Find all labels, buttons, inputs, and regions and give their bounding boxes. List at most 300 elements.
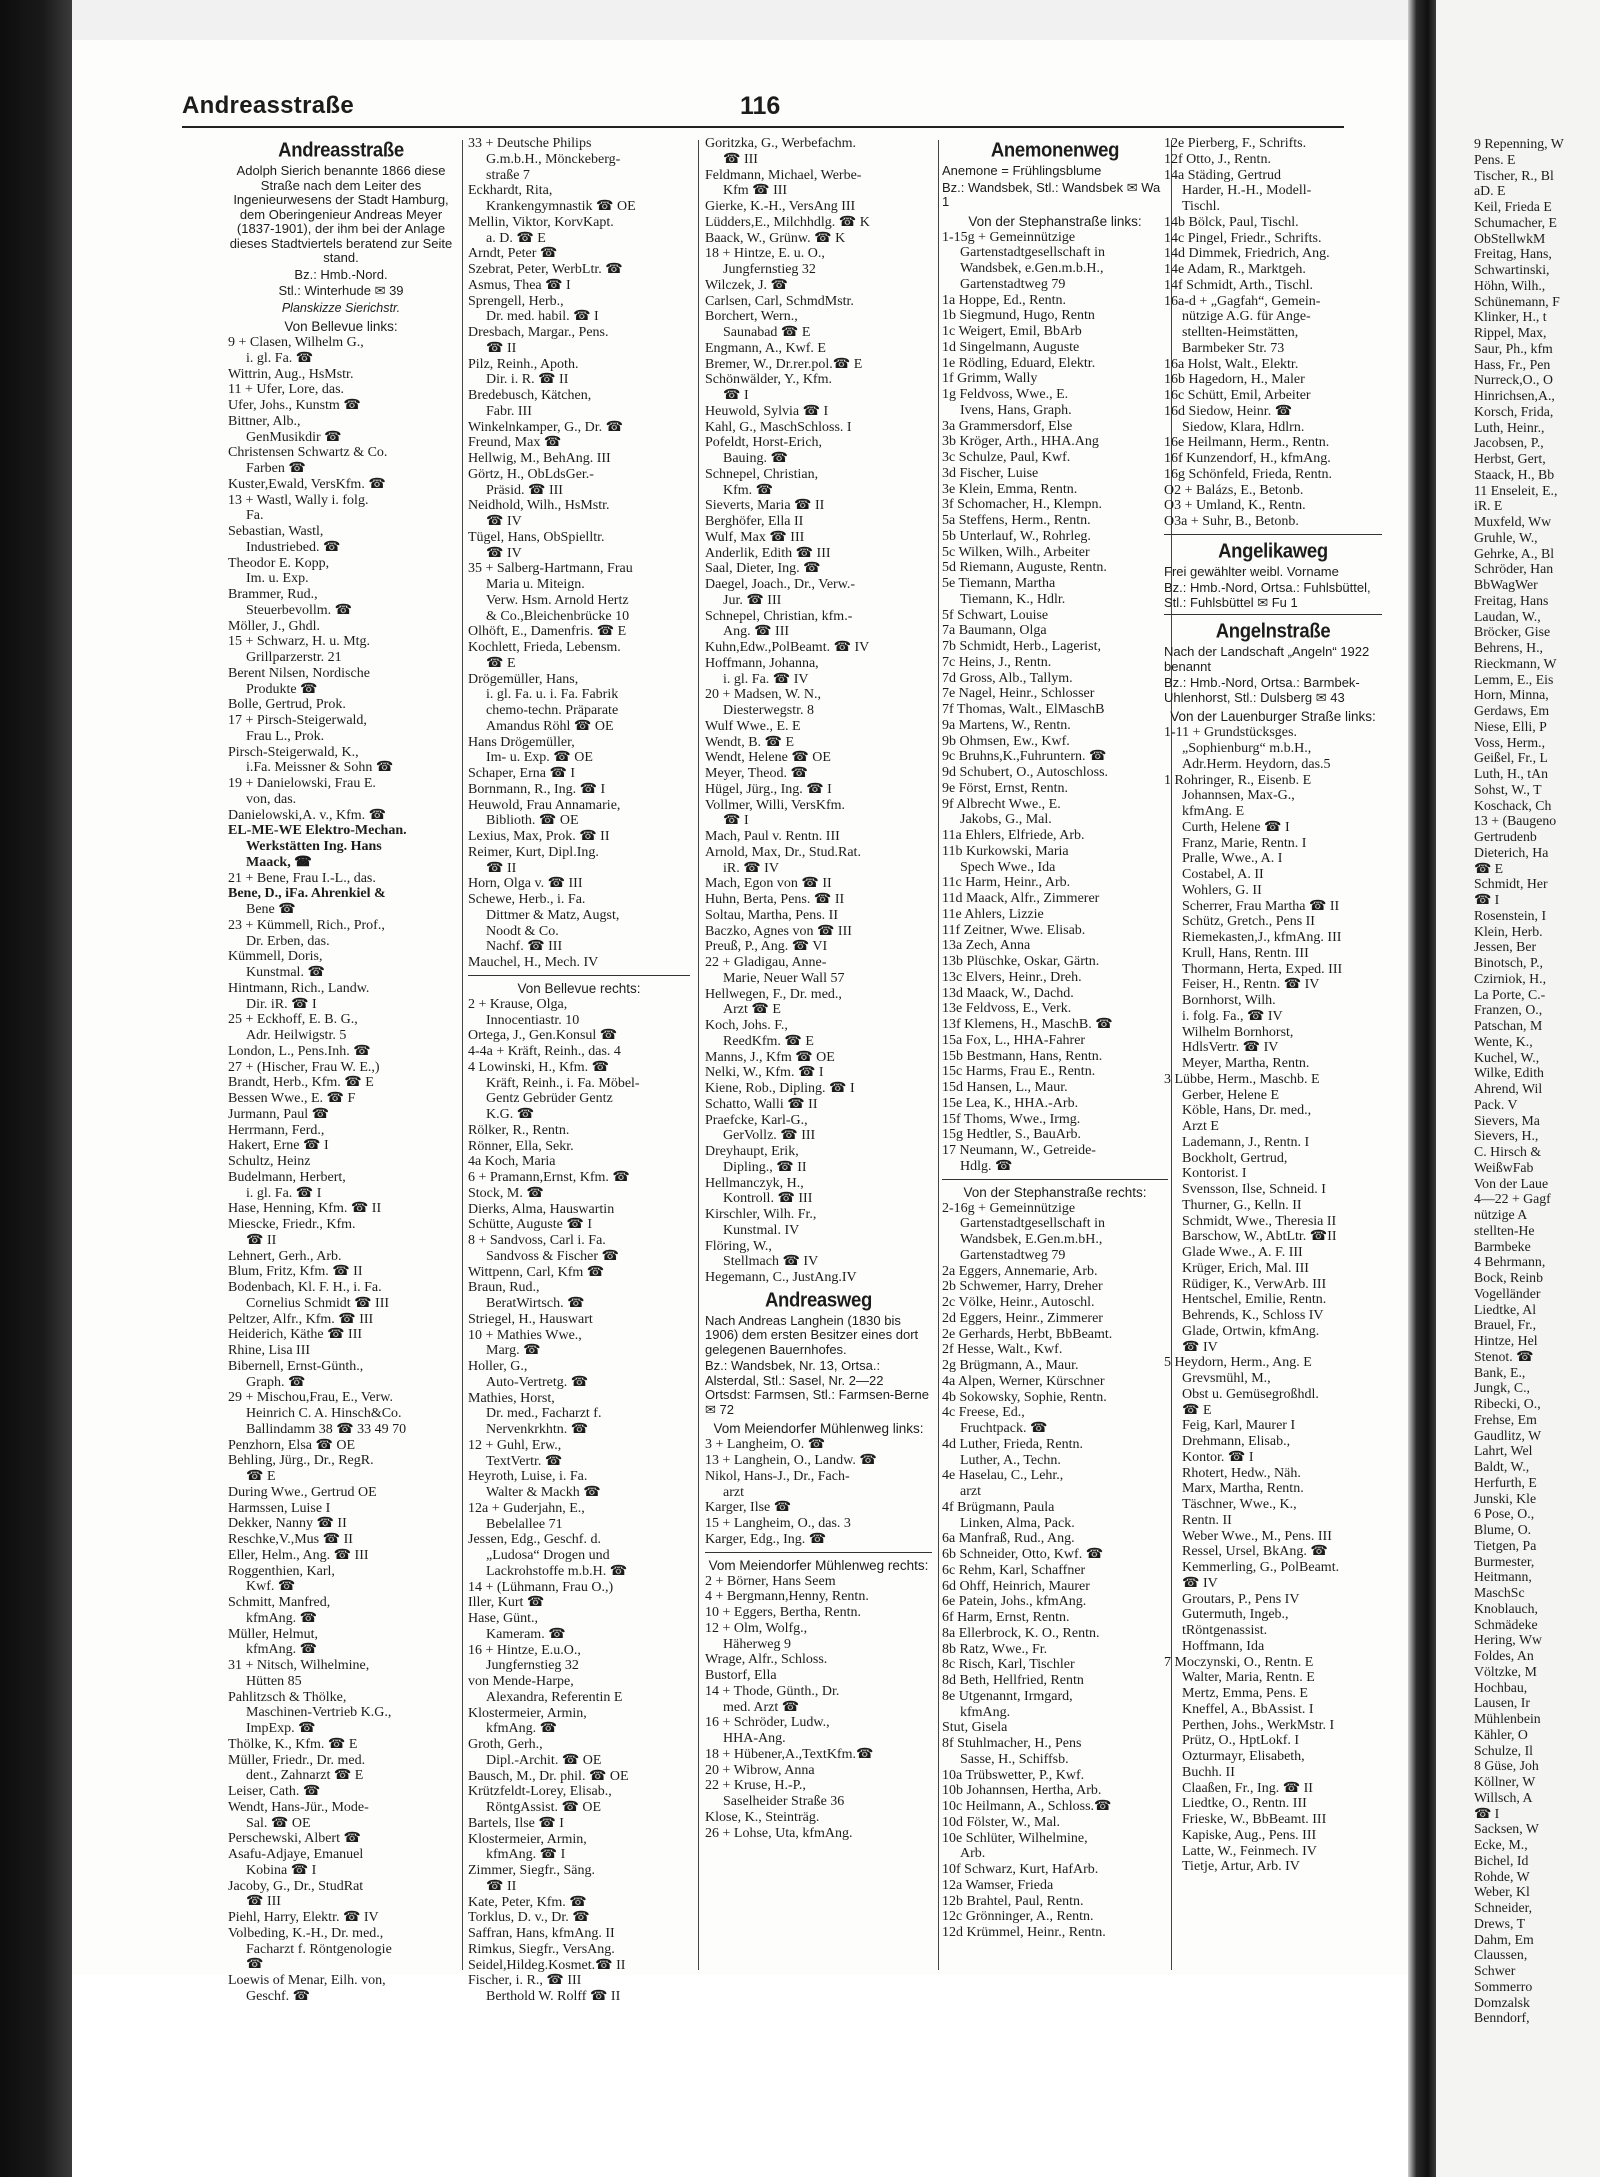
resident-entry: 9e Först, Ernst, Rentn. [942,780,1068,796]
resident-entry-continued: ☎ [246,1957,264,1973]
resident-entry: 9d Schubert, O., Autoschloss. [942,765,1109,780]
directory-column-4 [942,136,1168,1941]
facing-page-entry: Keil, Frieda E [1474,199,1552,214]
resident-entry-continued: Präsid. ☎ III [486,482,563,498]
resident-entry-continued: Feiser, H., Rentn. ☎ IV [1182,977,1320,993]
resident-entry-continued: Dipling., ☎ II [723,1159,807,1175]
resident-entry: Klostermeier, Armin, [468,1831,587,1847]
facing-page-entry: Bock, Reinb [1474,1270,1543,1285]
resident-entry: 5a Steffens, Herm., Rentn. [942,513,1091,528]
resident-entry: 8 + Sandvoss, Carl i. Fa. [468,1233,606,1248]
resident-entry-continued: Gartenstadtweg 79 [960,276,1066,292]
resident-entry-continued: Stellmach ☎ IV [723,1254,819,1270]
resident-entry-continued: Ressel, Ursel, BkAng. ☎ [1182,1544,1328,1560]
facing-page-entry: Liedtke, Al [1474,1301,1537,1317]
resident-entry-continued: Johannsen, Max-G., [1182,788,1295,804]
resident-entry-continued: Maschinen-Vertrieb K.G., [246,1705,392,1721]
resident-entry: Wendt, B. ☎ E [705,734,795,750]
resident-entry-continued: Liedtke, O., Rentn. III [1182,1796,1307,1812]
resident-entry-continued: ☎ II [486,860,517,876]
resident-entry: 8a Ellerbrock, K. O., Rentn. [942,1625,1100,1641]
resident-entry: Hellwegen, F., Dr. med., [705,986,842,1002]
resident-entry: 14b Bölck, Paul, Tischl. [1164,214,1299,230]
facing-page-entry: Ribecki, O., [1474,1396,1541,1411]
resident-entry: Bodenbach, Kl. F. H., i. Fa. [228,1280,382,1295]
resident-entry: Wendt, Hans-Jür., Mode- [228,1799,369,1815]
resident-entry-continued: Luther, A., Techn. [960,1452,1061,1468]
resident-entry: Bremer, W., Dr.rer.pol.☎ E [705,356,863,372]
resident-entry-continued: Schmidt, Wwe., Theresia II [1182,1213,1337,1229]
resident-entry-continued: ☎ II [246,1232,277,1248]
resident-entry: 15a Fox, L., HHA-Fahrer [942,1032,1086,1048]
resident-entry-continued: Drehmann, Elisab., [1182,1434,1291,1449]
column-divider [938,140,939,1970]
facing-page-entry: Jessen, Ber [1474,939,1537,955]
facing-page-entry: Geißel, Fr., L [1474,750,1548,766]
resident-entry-continued: Facharzt f. Röntgenologie [246,1941,392,1957]
resident-entry-continued: Saselheider Straße 36 [723,1794,845,1809]
resident-entry: Brandt, Herb., Kfm. ☎ E [228,1075,374,1091]
facing-page-entry: stellten-He [1474,1222,1535,1238]
facing-page-entry: Behrens, H., [1474,640,1543,655]
resident-entry: Hellmanczyk, H., [705,1175,804,1191]
street-note: Nach Andreas Langhein (1830 bis 1906) dem ersten Besitzer eines dort gelegenen Bauernhofes. [705,1312,919,1357]
resident-entry: 7d Gross, Alb., Tallym. [942,670,1073,686]
side-heading: Von Bellevue links: [284,319,398,334]
facing-page-column [1474,136,1600,2026]
resident-entry-continued: Heinrich C. A. Hinsch&Co. [246,1406,402,1421]
resident-entry: Rhine, Lisa III [228,1343,311,1358]
resident-entry: Iller, Kurt ☎ [468,1595,545,1611]
resident-entry: 2 + Börner, Hans Seem [705,1573,836,1589]
resident-entry-continued: Hoffmann, Ida [1182,1638,1265,1654]
facing-page-entry: 13 + (Baugeno [1474,813,1557,829]
resident-entry: Sebastian, Wastl, [228,524,324,539]
resident-entry-continued: Gartenstadtgesellschaft in [960,245,1106,261]
resident-entry: 12c Grönninger, A., Rentn. [942,1909,1094,1925]
resident-entry: 3e Klein, Emma, Rentn. [942,481,1078,497]
resident-entry-continued: Geschf. ☎ [246,1988,311,2004]
resident-entry-continued: Kontorist. I [1182,1166,1247,1182]
resident-entry: 13d Maack, W., Dachd. [942,985,1074,1001]
resident-entry: Roggenthien, Karl, [228,1563,335,1579]
resident-entry-continued: Wandsbek, E.Gen.m.bH., [960,1232,1103,1247]
facing-page-entry: Bank, E., [1474,1364,1526,1380]
resident-entry: 2c Völke, Heinr., Autoschl. [942,1295,1095,1310]
resident-entry: 35 + Salberg-Hartmann, Frau [468,561,633,577]
resident-entry: Holler, G., [468,1359,528,1374]
facing-page-entry: Völtzke, M [1474,1663,1537,1679]
resident-entry-continued: ☎ E [486,655,516,671]
resident-entry-continued: Weber Wwe., M., Pens. III [1182,1528,1332,1544]
resident-entry: 14 + Thode, Günth., Dr. [705,1683,840,1699]
resident-entry-continued: Produkte ☎ [246,681,318,697]
street-note: Bz.: Hmb.-Nord, Ortsa.: Barmbek-Uhlenhorst, Stl.: Dulsberg ✉ 43 [1164,675,1360,705]
resident-entry: 14c Pingel, Friedr., Schrifts. [1164,230,1322,246]
resident-entry: Eckhardt, Rita, [468,183,553,199]
resident-entry: Kirschler, Wilh. Fr., [705,1207,817,1222]
resident-entry: 14f Schmidt, Arth., Tischl. [1164,277,1313,293]
resident-entry-continued: Frieske, W., BbBeamt. III [1182,1812,1327,1827]
resident-entry-continued: Dir. i. R. ☎ II [486,372,569,388]
facing-page-entry: Sommerro [1474,1978,1533,1994]
facing-page-entry: Saur, Ph., kfm [1474,340,1553,356]
facing-page-entry: Kuchel, W., [1474,1049,1540,1065]
resident-entry-continued: Groutars, P., Pens IV [1182,1591,1300,1607]
resident-entry: 1a Hoppe, Ed., Rentn. [942,292,1067,308]
resident-entry: Harmssen, Luise I [228,1500,331,1516]
resident-entry-continued: arzt [960,1484,981,1499]
resident-entry: 12e Pierberg, F., Schrifts. [1164,136,1307,151]
resident-entry-continued: Köble, Hans, Dr. med., [1182,1103,1312,1119]
resident-entry: 25 + Eckhoff, E. B. G., [228,1012,358,1028]
resident-entry-continued: Grevsmühl, M., [1182,1371,1271,1386]
running-head-street: Andreasstraße [182,92,354,119]
resident-entry-continued: Alexandra, Referentin E [486,1689,623,1705]
resident-entry-continued: Gerber, Helene E [1182,1087,1279,1103]
resident-entry: Schnepel, Christian, [705,466,819,482]
resident-entry: 22 + Kruse, H.-P., [705,1778,806,1794]
resident-entry-continued: ImpExp. ☎ [246,1721,316,1736]
resident-entry: 6c Rehm, Karl, Schaffner [942,1562,1086,1578]
resident-entry: 10 + Mathies Wwe., [468,1327,582,1343]
resident-entry-continued: Glade Wwe., A. F. III [1182,1245,1303,1260]
resident-entry: 16 + Hintze, E.u.O., [468,1642,581,1658]
resident-entry: 10d Fölster, W., Mal. [942,1814,1061,1830]
resident-entry: 14e Adam, R., Marktgeh. [1164,262,1306,277]
resident-entry-continued: a. D. ☎ E [486,230,546,246]
resident-entry: 15c Harms, Frau E., Rentn. [942,1064,1096,1080]
resident-entry: 15 + Schwarz, H. u. Mtg. [228,634,371,650]
resident-entry-continued: Gutermuth, Ingeb., [1182,1607,1289,1623]
resident-entry: 27 + (Hischer, Frau W. E.,) [228,1059,380,1075]
resident-entry: Lexius, Max, Prok. ☎ II [468,829,610,844]
resident-entry-continued: Ivens, Hans, Graph. [960,402,1072,418]
resident-entry: 13b Plüschke, Oskar, Gärtn. [942,954,1100,969]
resident-entry: Mach, Paul v. Rentn. III [705,829,840,844]
facing-page-entry: Blume, O. [1474,1522,1532,1537]
resident-entry: 3c Schulze, Paul, Kwf. [942,450,1071,465]
resident-entry-continued: i. gl. Fa. ☎ IV [723,671,809,687]
resident-entry-continued: Meyer, Martha, Rentn. [1182,1056,1310,1071]
resident-entry-continued: kfmAng. ☎ [246,1642,318,1658]
resident-entry: 17 + Pirsch-Steigerwald, [228,713,367,728]
resident-entry: Schmitt, Manfred, [228,1595,331,1610]
directory-column-1 [228,136,454,2005]
side-heading: Von der Lauenburger Straße links: [1170,709,1376,725]
facing-page-entry: Klinker, H., t [1474,309,1547,325]
resident-entry: Manns, J., Kfm ☎ OE [705,1049,835,1065]
street-note: Bz.: Hmb.-Nord. [294,266,388,282]
resident-entry: Mach, Egon von ☎ II [705,876,832,892]
resident-entry: Heuwold, Sylvia ☎ I [705,403,829,419]
resident-entry: Kate, Peter, Kfm. ☎ [468,1894,587,1910]
resident-entry: Rimkus, Siegfr., VersAng. [468,1941,615,1957]
resident-entry-continued: Kapiske, Aug., Pens. III [1182,1827,1317,1843]
resident-entry: Schewe, Herb., i. Fa. [468,892,586,907]
resident-entry: 4f Brügmann, Paula [942,1499,1055,1515]
resident-entry: Schaper, Erna ☎ I [468,766,576,781]
resident-entry-continued: Barschow, W., AbtLtr. ☎II [1182,1229,1337,1245]
facing-page-entry: Koschack, Ch [1474,797,1552,813]
facing-page-entry: Vogelländer [1474,1285,1541,1301]
resident-entry: 11 + Ufer, Lore, das. [228,382,345,398]
resident-entry: 2a Eggers, Annemarie, Arb. [942,1263,1098,1279]
resident-entry: Klostermeier, Armin, [468,1705,587,1721]
resident-entry: 9 + Clasen, Wilhelm G., [228,335,364,350]
resident-entry-continued: Nachf. ☎ III [486,939,563,955]
resident-entry: Berent Nilsen, Nordische [228,665,370,681]
resident-entry-continued: Behrends, K., Schloss IV [1182,1308,1324,1323]
street-note: Stl.: Winterhude ✉ 39 [278,283,404,298]
resident-entry-continued: Schütz, Gretch., Pens II [1182,914,1315,930]
facing-page-entry: Tietgen, Pa [1474,1537,1537,1553]
facing-page-entry: Junski, Kle [1474,1490,1537,1506]
column-divider [462,140,463,1970]
resident-entry-continued: ☎ III [246,1894,281,1910]
resident-entry-continued: von, das. [246,791,297,807]
resident-entry: Bausch, M., Dr. phil. ☎ OE [468,1768,629,1784]
resident-entry-continued: ☎ I [723,813,749,829]
resident-entry-continued: Hentschel, Emilie, Rentn. [1182,1292,1327,1308]
directory-column-2 [468,136,690,2005]
resident-entry-continued: Bockholt, Gertrud, [1182,1150,1288,1166]
resident-entry-continued: Dr. Erben, das. [246,933,330,949]
resident-entry-continued: ReedKfm. ☎ E [723,1033,814,1049]
facing-page-entry: ☎ E [1474,860,1504,876]
street-note: Bz.: Hmb.-Nord, Ortsa.: Fuhlsbüttel, Stl.: Fuhlsbüttel ✉ Fu 1 [1164,580,1371,610]
facing-page-entry: Weber, Kl [1474,1884,1530,1900]
resident-entry: Baczko, Agnes von ☎ III [705,923,852,939]
resident-entry-continued: ☎ II [486,1878,517,1894]
resident-entry: Saal, Dieter, Ing. ☎ [705,561,821,577]
resident-entry-continued: Kwf. ☎ [246,1579,296,1595]
facing-page-entry: 8 Güse, Joh [1474,1758,1539,1774]
facing-page-entry: Hinrichsen,A., [1474,388,1555,403]
resident-entry: 7 Moczynski, O., Rentn. E [1164,1654,1314,1670]
resident-entry-continued: Marx, Martha, Rentn. [1182,1481,1304,1497]
facing-page-entry: Foldes, An [1474,1648,1534,1663]
resident-entry: 4a Koch, Maria [468,1154,556,1170]
resident-entry-continued: Marie, Neuer Wall 57 [723,970,845,986]
resident-entry: 8d Beth, Hellfried, Rentn [942,1673,1084,1688]
resident-entry: 3a Grammersdorf, Else [942,418,1073,434]
resident-entry-continued: Kameram. ☎ [486,1626,566,1642]
resident-entry: Freund, Max ☎ [468,435,562,451]
resident-entry: 2 + Krause, Olga, [468,996,568,1012]
street-note: Nach der Landschaft „Angeln“ 1922 benannt [1164,644,1370,674]
resident-entry: 14a Städing, Gertrud [1164,167,1282,183]
resident-entry: Dreyhaupt, Erik, [705,1144,799,1159]
resident-entry: 12a Wamser, Frieda [942,1877,1054,1893]
resident-entry: 29 + Mischou,Frau, E., Verw. [228,1390,393,1406]
resident-entry: 21 + Bene, Frau I.-L., das. [228,870,376,886]
resident-entry: Krützfeldt-Lorey, Elisab., [468,1784,612,1800]
facing-page-entry: Schmädeke [1474,1616,1538,1632]
facing-page-entry: Gaudlitz, W [1474,1427,1542,1443]
resident-entry-continued: i. gl. Fa. ☎ [246,350,314,366]
resident-entry-continued: Ballindamm 38 ☎ 33 49 70 [246,1421,407,1437]
resident-entry: 3d Fischer, Luise [942,465,1039,481]
resident-entry-continued: Hdlg. ☎ [960,1158,1013,1174]
resident-entry: 9b Ohmsen, Ew., Kwf. [942,733,1070,749]
resident-entry-continued: Perthen, Johs., WerkMstr. I [1182,1717,1335,1733]
resident-entry-continued: ☎ III [723,151,758,167]
resident-entry-continued: tRöntgenassist. [1182,1623,1268,1638]
resident-entry: London, L., Pens.Inh. ☎ [228,1043,371,1059]
resident-entry: Stock, M. ☎ [468,1185,544,1201]
street-heading: Angelnstraße [1215,619,1331,643]
facing-page-entry: MaschSc [1474,1585,1525,1600]
facing-page-entry: Dieterich, Ha [1474,844,1549,860]
resident-entry: Reimer, Kurt, Dipl.Ing. [468,844,599,860]
resident-entry-continued: Gentz Gebrüder Gentz [486,1091,613,1107]
resident-entry: 10f Schwarz, Kurt, HafArb. [942,1862,1099,1877]
resident-entry-continued: Tischl. [1182,199,1221,214]
street-note: Planskizze Sierichstr. [281,300,401,315]
resident-entry-continued: kfmAng. ☎ [246,1610,318,1626]
resident-entry: 10a Trübswetter, P., Kwf. [942,1767,1085,1783]
resident-entry-continued: i. gl. Fa. ☎ I [246,1185,322,1201]
resident-entry: O3a + Suhr, B., Betonb. [1164,514,1299,529]
resident-entry-continued: Kfm. ☎ [723,482,774,498]
resident-entry-continued: Dir. iR. ☎ I [246,996,317,1012]
resident-entry: Neidhold, Wilh., HsMstr. [468,498,610,514]
resident-entry: Torklus, D. v., Dr. ☎ [468,1910,590,1926]
resident-entry: Reschke,V.,Mus ☎ II [228,1532,353,1547]
facing-page-entry: Binotsch, P., [1474,955,1543,970]
facing-page-entry: Wente, K., [1474,1033,1533,1049]
facing-page-entry: Ecke, M., [1474,1837,1528,1852]
resident-entry-continued: Siedow, Klara, Hdlrn. [1182,419,1305,435]
resident-entry: 1e Rödling, Eduard, Elektr. [942,355,1096,371]
resident-entry-continued: Curth, Helene ☎ I [1182,819,1290,835]
facing-page-entry: Barmbeke [1474,1238,1531,1254]
resident-entry-continued: Gartenstadtgesellschaft in [960,1216,1106,1232]
facing-page-entry: Drews, T [1474,1915,1526,1931]
resident-entry-continued: Jungfernstieg 32 [723,262,816,277]
resident-entry-continued: kfmAng. ☎ [486,1721,558,1737]
scan-shadow-left [0,0,72,2177]
facing-page-entry: Dahm, Em [1474,1931,1534,1947]
resident-entry-continued: Thurner, G., Kelln. II [1182,1197,1302,1213]
resident-entry: Jessen, Edg., Geschf. d. [468,1532,601,1548]
facing-page-entry: nützige A [1474,1207,1528,1222]
resident-entry: Carlsen, Carl, SchmdMstr. [705,293,854,309]
resident-entry: Brammer, Rud., [228,587,318,602]
facing-page-entry: Laudan, W., [1474,608,1541,624]
resident-entry: Schatto, Walli ☎ II [705,1096,818,1112]
resident-entry: 12d Krümmel, Heinr., Rentn. [942,1925,1106,1940]
resident-entry: 2b Schwemer, Harry, Dreher [942,1279,1103,1295]
resident-entry-continued: Wandsbek, e.Gen.m.b.H., [960,261,1104,276]
resident-entry: Borchert, Wern., [705,309,798,325]
resident-entry-continued: Cornelius Schmidt ☎ III [246,1295,390,1311]
facing-page-entry: Rosenstein, I [1474,907,1547,923]
resident-entry: von Mende-Harpe, [468,1674,574,1689]
resident-entry-continued: Sasse, H., Schiffsb. [960,1751,1069,1767]
resident-entry: Arndt, Peter ☎ [468,246,558,262]
facing-page-entry: Sievers, H., [1474,1128,1539,1144]
resident-entry: 4d Luther, Frieda, Rentn. [942,1436,1083,1452]
resident-entry: Volbeding, K.-H., Dr. med., [228,1925,384,1941]
resident-entry-continued: Krull, Hans, Rentn. III [1182,945,1309,961]
resident-entry: Dekker, Nanny ☎ II [228,1516,347,1532]
resident-entry: Schönwälder, Y., Kfm. [705,372,832,388]
resident-entry-continued: kfmAng. E [1182,804,1245,819]
resident-entry: Tügel, Hans, ObSpielltr. [468,529,605,545]
resident-entry: Kuster,Ewald, VersKfm. ☎ [228,476,386,492]
resident-entry-continued: Prütz, O., HptLokf. I [1182,1733,1300,1749]
resident-entry-continued: Tiemann, K., Hdlr. [960,591,1066,607]
resident-entry: Gierke, K.-H., VersAng III [705,199,856,214]
resident-entry: Loewis of Menar, Eilh. von, [228,1973,386,1988]
resident-entry-continued: Pralle, Wwe., A. I [1182,851,1283,867]
resident-entry-continued: Costabel, A. II [1182,867,1264,882]
resident-entry-continued: Linken, Alma, Pack. [960,1515,1075,1531]
facing-page-entry: Muxfeld, Ww [1474,514,1552,529]
resident-entry-continued: Adr. Heilwigstr. 5 [246,1028,347,1043]
resident-entry-continued: Walter & Mackh ☎ [486,1485,601,1500]
facing-page-entry: Lahrt, Wel [1474,1443,1533,1459]
facing-page-entry: Patschan, M [1474,1018,1543,1033]
facing-page-entry: Franzen, O., [1474,1002,1543,1018]
facing-page-entry: Tischer, R., Bl [1474,167,1554,183]
resident-entry: Hügel, Jürg., Ing. ☎ I [705,781,832,797]
resident-entry: Daegel, Joach., Dr., Verw.- [705,577,856,592]
resident-entry: Hase, Henning, Kfm. ☎ II [228,1201,382,1217]
facing-page-entry: Schneider, [1474,1900,1533,1915]
resident-entry: 6e Patein, Johs., kfmAng. [942,1594,1087,1610]
resident-entry: Asmus, Thea ☎ I [468,277,571,293]
resident-entry: During Wwe., Gertrud OE [228,1484,377,1500]
facing-page-entry: Ahrend, Wil [1474,1081,1543,1096]
resident-entry: Szebrat, Peter, WerbLtr. ☎ [468,262,623,277]
resident-entry-continued: Fruchtpack. ☎ [960,1421,1048,1436]
resident-entry-continued: Wohlers, G. II [1182,882,1262,898]
facing-page-entry: Hering, Ww [1474,1632,1542,1648]
resident-entry: Görtz, H., ObLdsGer.- [468,466,594,482]
resident-entry-continued: Lackrohstoffe m.b.H. ☎ [486,1563,628,1579]
resident-entry-continued: Gartenstadtweg 79 [960,1247,1066,1263]
resident-entry: 10e Schlüter, Wilhelmine, [942,1830,1088,1846]
resident-entry: 6b Schneider, Otto, Kwf. ☎ [942,1547,1104,1562]
resident-entry-continued: Krüger, Erich, Mal. III [1182,1260,1309,1276]
resident-entry: 10b Johannsen, Hertha, Arb. [942,1783,1102,1799]
column-divider [698,140,699,1970]
resident-entry: 20 + Madsen, W. N., [705,687,822,703]
resident-entry: O3 + Umland, K., Rentn. [1164,498,1306,514]
resident-entry: Müller, Friedr., Dr. med. [228,1752,366,1768]
resident-entry-continued: Scherrer, Frau Martha ☎ II [1182,898,1340,914]
facing-page-entry: ☎ I [1474,892,1500,907]
resident-entry: 16a Holst, Walt., Elektr. [1164,356,1299,372]
resident-entry: 7e Nagel, Heinr., Schlosser [942,686,1095,702]
facing-page-entry: Rohde, W [1474,1868,1530,1884]
resident-entry: 4 + Bergmann,Henny, Rentn. [705,1589,869,1605]
facing-page-entry: Freitag, Hans, [1474,246,1552,262]
resident-entry: Wulf, Max ☎ III [705,529,805,545]
resident-entry: 16b Hagedorn, H., Maler [1164,372,1305,388]
resident-entry-continued: Noodt & Co. [486,923,559,939]
resident-entry-continued: Rhotert, Hedw., Näh. [1182,1465,1301,1481]
resident-entry: 15 + Langheim, O., das. 3 [705,1516,851,1531]
resident-entry: Seidel,Hildeg.Kosmet.☎ II [468,1957,626,1973]
resident-entry: Hakert, Erne ☎ I [228,1138,329,1154]
resident-entry-continued: straße 7 [486,167,530,183]
facing-page-entry: Schröder, Han [1474,561,1554,577]
resident-entry: Rölker, R., Rentn. [468,1122,570,1138]
